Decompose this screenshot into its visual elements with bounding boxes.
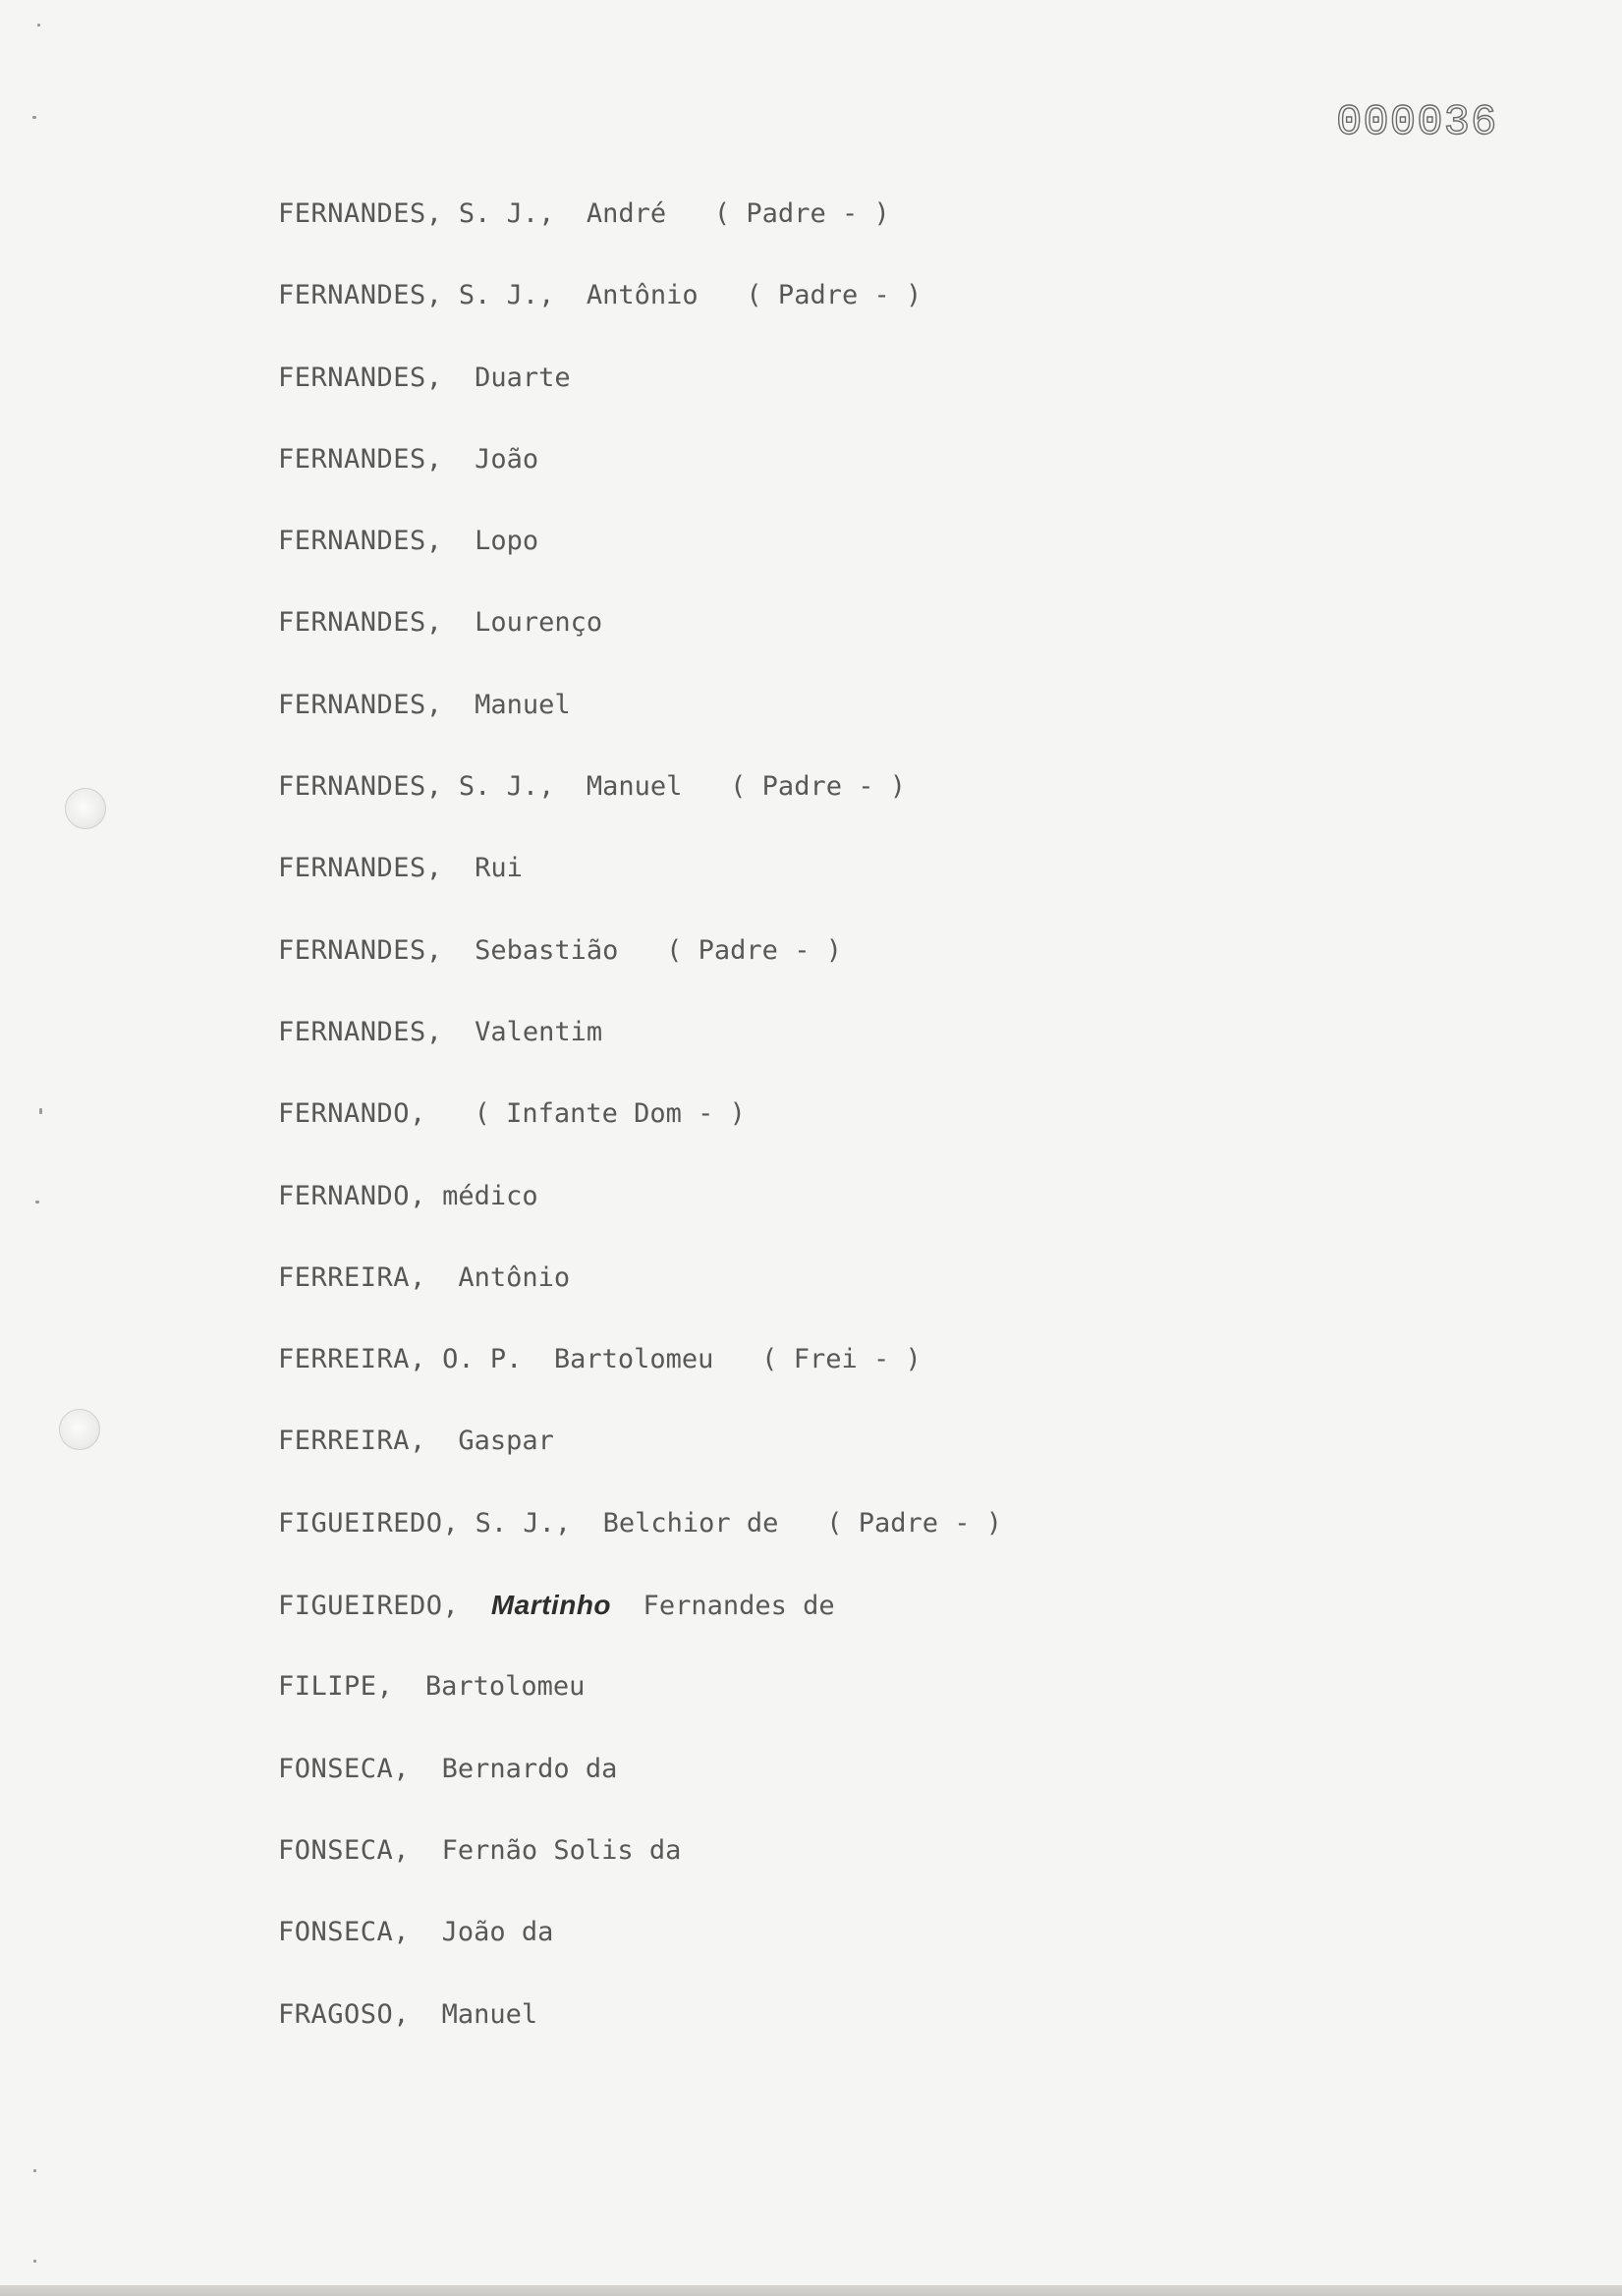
entry-given: Manuel: [458, 689, 571, 720]
paper-speck: [37, 24, 40, 27]
index-entry: [278, 682, 1002, 763]
entry-given: ( Infante Dom - ): [442, 1098, 746, 1130]
entry-surname: FONSECA,: [278, 1917, 411, 1948]
index-entry: [278, 518, 1002, 599]
index-entry: [278, 1991, 1002, 2073]
entry-surname: FERNANDES,: [278, 443, 443, 475]
entry-surname: FRAGOSO,: [278, 1998, 411, 2030]
entry-given: O. P. Bartolomeu ( Frei - ): [442, 1344, 922, 1375]
index-entry: [278, 1091, 1002, 1172]
paper-speck: [33, 2260, 36, 2263]
entry-surname: FERREIRA,: [278, 1426, 426, 1457]
entry-surname: FERNANDES,: [278, 1016, 443, 1047]
handwritten-annotation: Martinho: [490, 1590, 612, 1621]
page-number: 000036: [1336, 98, 1498, 147]
entry-surname: FERNANDO,: [278, 1180, 426, 1211]
entry-given: Bernardo da: [425, 1753, 618, 1784]
entry-surname: FONSECA,: [278, 1753, 411, 1784]
entry-surname: FERNANDES,: [278, 934, 443, 966]
index-entry: [278, 1009, 1002, 1091]
index-entry: [278, 436, 1002, 518]
entry-surname: FERNANDES,: [278, 771, 443, 803]
index-entry: [278, 599, 1002, 681]
entry-surname: FERNANDO,: [278, 1098, 426, 1130]
index-entry: [278, 1663, 1002, 1745]
index-entry: [278, 763, 1002, 845]
entry-given: Sebastião ( Padre - ): [458, 934, 842, 966]
entry-surname: FERNANDES,: [278, 280, 443, 311]
entry-surname: FONSECA,: [278, 1834, 411, 1866]
entry-surname: FERNANDES,: [278, 853, 443, 884]
entry-given: Fernandes de: [611, 1591, 835, 1622]
index-entry: [278, 1500, 1002, 1582]
index-entry: [278, 1746, 1002, 1827]
entry-surname: FIGUEIREDO,: [278, 1591, 460, 1622]
entry-given: Bartolomeu: [409, 1671, 586, 1703]
entry-given: Rui: [458, 853, 523, 884]
page-bottom-edge: [0, 2285, 1622, 2296]
paper-speck: [39, 1108, 42, 1114]
entry-surname: FERREIRA,: [278, 1261, 426, 1293]
punch-hole: [65, 788, 106, 829]
entry-given: Lopo: [458, 526, 539, 557]
entry-surname: FERNANDES,: [278, 198, 443, 229]
index-entry: [278, 355, 1002, 436]
entry-surname: FIGUEIREDO,: [278, 1507, 460, 1539]
entry-given: S. J., Belchior de ( Padre - ): [475, 1507, 1003, 1539]
index-entry: [278, 1173, 1002, 1255]
entry-surname: FERNANDES,: [278, 689, 443, 720]
entry-given: Antônio: [442, 1261, 571, 1293]
entry-given: Manuel: [425, 1998, 538, 2030]
entry-surname: FERNANDES,: [278, 526, 443, 557]
index-entry: [278, 191, 1002, 272]
entry-surname: FERNANDES,: [278, 607, 443, 639]
entry-given: médico: [442, 1180, 538, 1211]
index-entry: [278, 1336, 1002, 1418]
paper-speck: [33, 2169, 36, 2172]
entry-given: S. J., Manuel ( Padre - ): [458, 771, 906, 803]
index-entry: [278, 1255, 1002, 1336]
entry-given: João da: [425, 1917, 554, 1948]
entry-given: João: [458, 443, 539, 475]
index-entry: [278, 1827, 1002, 1909]
index-entry: [278, 1418, 1002, 1499]
entry-given: S. J., Antônio ( Padre - ): [458, 280, 923, 311]
entry-given: Gaspar: [442, 1426, 554, 1457]
index-entry: [278, 272, 1002, 354]
index-entry: [278, 1909, 1002, 1990]
index-entry: [278, 1582, 1002, 1663]
index-list: [278, 191, 1002, 2073]
punch-hole: [59, 1409, 100, 1450]
index-entry: [278, 845, 1002, 926]
entry-given: Duarte: [458, 362, 571, 393]
entry-given: Fernão Solis da: [425, 1834, 682, 1866]
index-entry: [278, 927, 1002, 1009]
entry-given: Lourenço: [458, 607, 603, 639]
entry-surname: FILIPE,: [278, 1671, 394, 1703]
paper-speck: [35, 1201, 39, 1204]
entry-surname: FERNANDES,: [278, 362, 443, 393]
paper-speck: [32, 116, 36, 119]
entry-surname: FERREIRA,: [278, 1344, 426, 1375]
entry-given: S. J., André ( Padre - ): [458, 198, 890, 229]
entry-given: Valentim: [458, 1016, 603, 1047]
